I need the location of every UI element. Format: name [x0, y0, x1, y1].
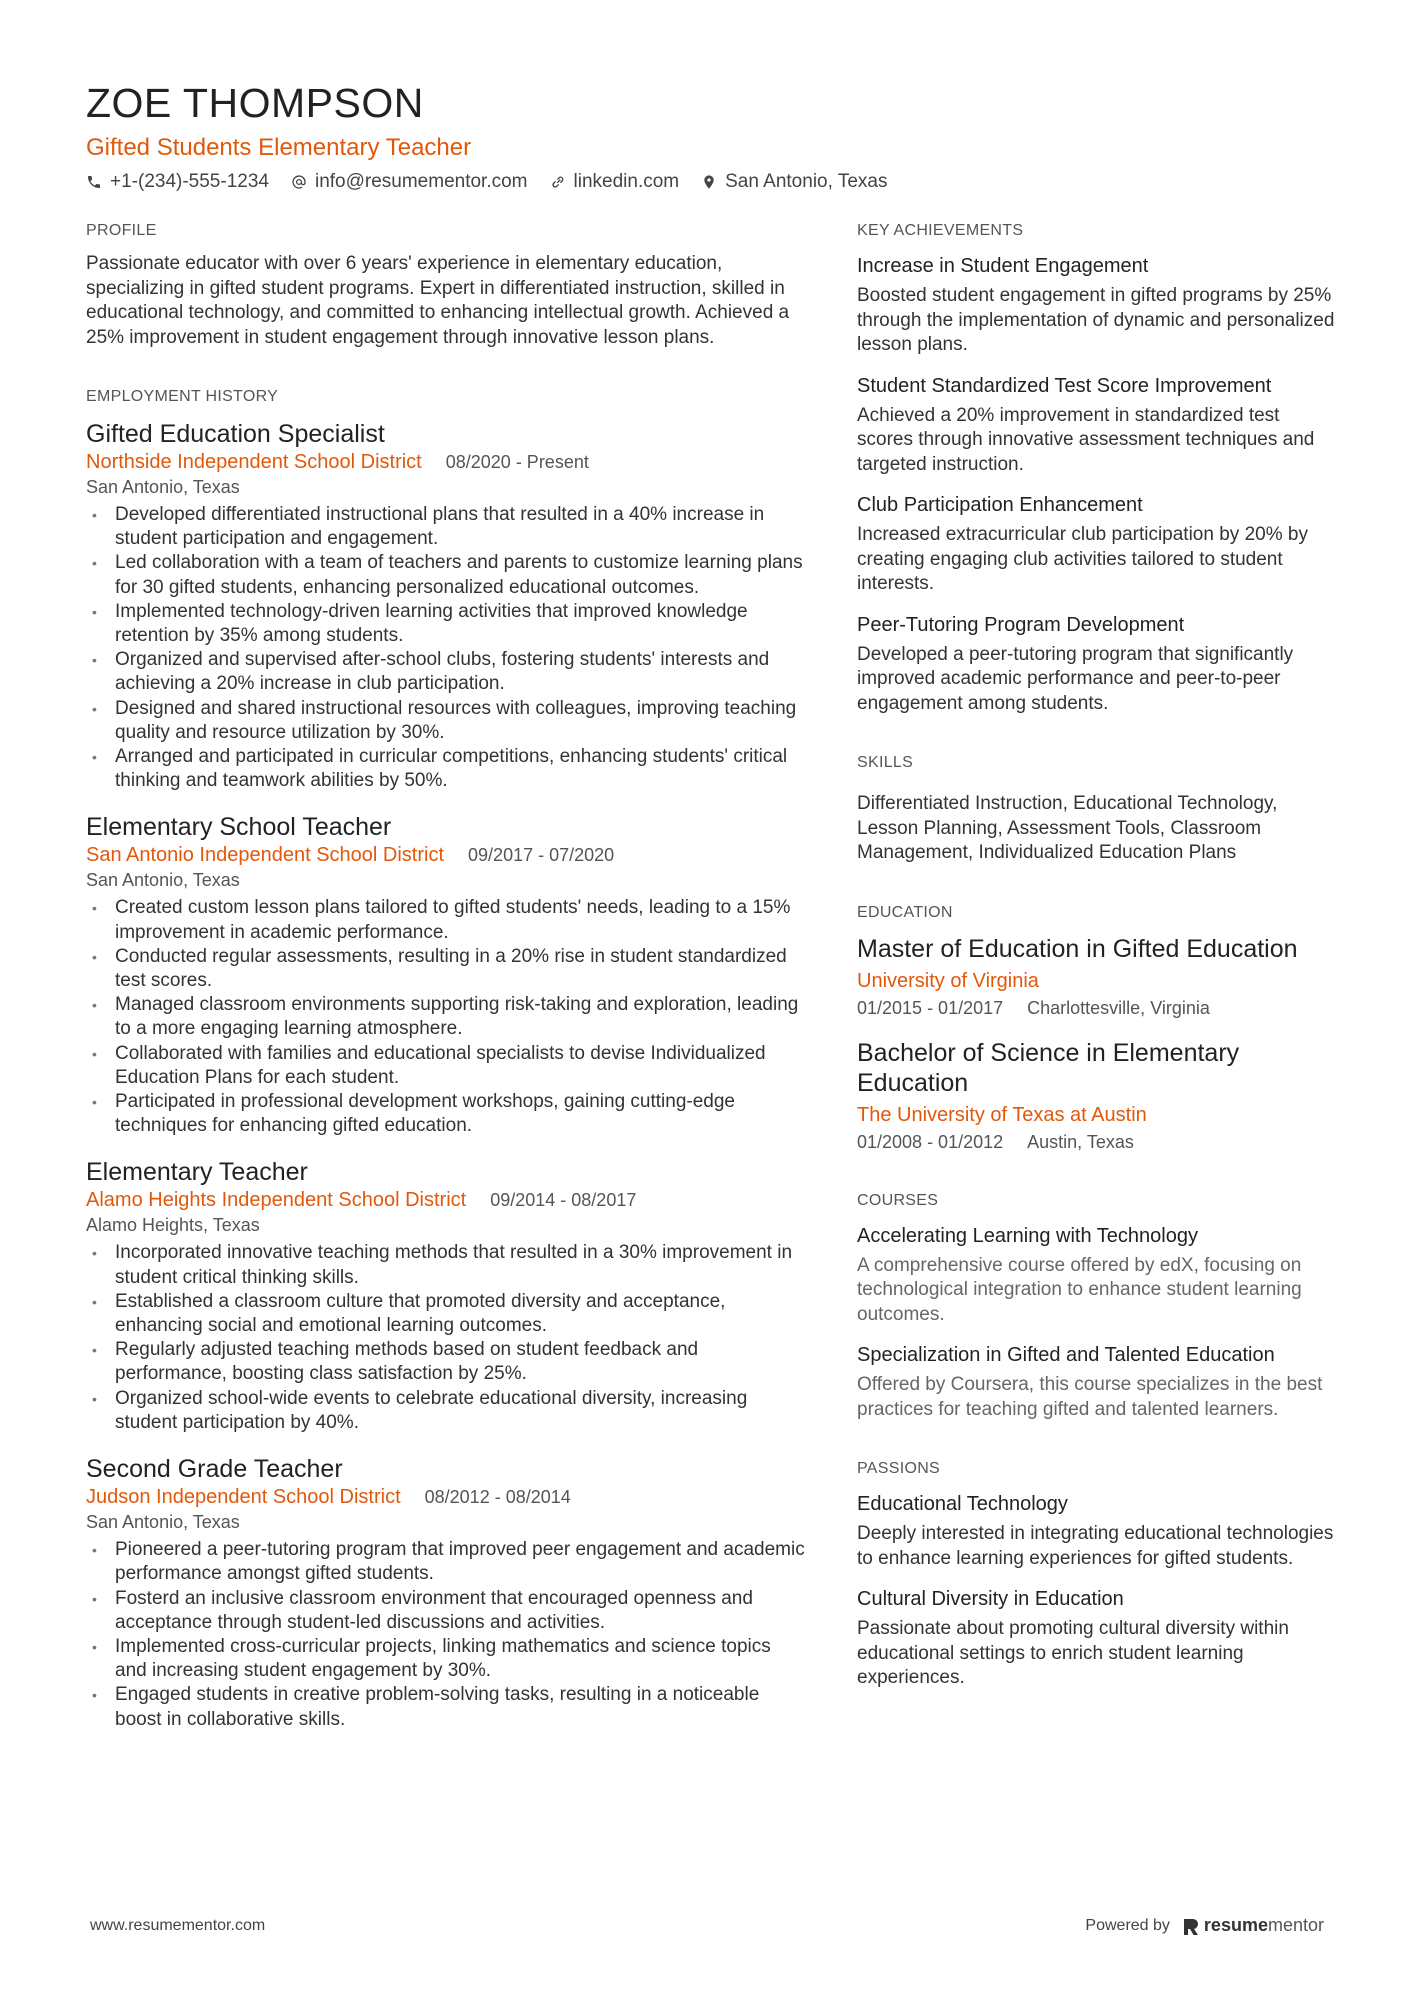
education-location: Austin, Texas [1027, 1131, 1134, 1152]
achievement-item [857, 372, 1337, 478]
job-dates: 08/2020 - Present [445, 452, 589, 472]
right-column [857, 220, 1337, 1691]
candidate-title: Gifted Students Elementary Teacher [86, 134, 472, 161]
job-entry [86, 1156, 806, 1435]
passion-description: Passionate about promoting cultural diversity within educational settings to enrich student learning experiences. [857, 1618, 1289, 1688]
passion-item [857, 1585, 1337, 1691]
education-item [857, 1038, 1337, 1154]
job-role: Second Grade Teacher [86, 1455, 343, 1484]
location-pin-icon [701, 174, 717, 190]
passion-title: Cultural Diversity in Education [857, 1588, 1124, 1610]
course-title: Accelerating Learning with Technology [857, 1224, 1198, 1247]
job-bullets [86, 1241, 806, 1435]
job-bullet: • Conducted regular assessments, resulting in a 20% rise in student standardized test scores. [86, 945, 806, 993]
job-employer: Northside Independent School District [86, 451, 422, 473]
education-dates: 01/2015 - 01/2017 [857, 997, 1004, 1018]
profile-section [86, 220, 806, 350]
job-bullet: • Collaborated with families and educational specialists to devise Individualized Education Plans for each student. [86, 1042, 806, 1090]
job-bullet: • Organized school-wide events to celebrate educational diversity, increasing student participation by 40%. [86, 1387, 806, 1435]
contact-bar [86, 168, 1326, 196]
job-dates: 08/2012 - 08/2014 [424, 1487, 571, 1508]
job-role: Elementary Teacher [86, 1158, 308, 1187]
candidate-name: ZOE THOMPSON [86, 80, 424, 126]
job-meta [86, 843, 806, 867]
job-bullet: • Arranged and participated in curricular competitions, enhancing students' critical thinking and teamwork abilities by 50%. [86, 745, 806, 793]
achievement-title: Student Standardized Test Score Improvement [857, 374, 1272, 397]
courses-section [857, 1190, 1337, 1423]
job-entry [86, 811, 806, 1138]
job-bullets [86, 503, 806, 793]
link-icon [550, 174, 566, 190]
achievements-section [857, 220, 1337, 716]
job-bullet: • Created custom lesson plans tailored to gifted students' needs, leading to a 15% improvement in academic performance. [86, 896, 806, 944]
job-meta [86, 450, 806, 474]
job-bullet: • Organized and supervised after-school clubs, fostering students' interests and achieving a 20% increase in club participation. [86, 648, 806, 696]
achievement-description: Boosted student engagement in gifted programs by 25% through the implementation of dynamic and personalized lesson plans. [857, 285, 1335, 355]
resume-header [86, 78, 1326, 196]
profile-summary: Passionate educator with over 6 years' experience in elementary education, specializing in gifted student programs. Expert in differentiated instruction, skilled in educational technology, and committed to enhancing intellectual growth. Achieved a 25% improvement in student engagement through innovative lesson plans. [86, 253, 790, 348]
job-entry [86, 1453, 806, 1732]
education-meta [857, 1130, 1337, 1154]
achievement-title: Club Participation Enhancement [857, 494, 1143, 516]
job-meta [86, 1188, 806, 1212]
job-location: San Antonio, Texas [86, 1512, 240, 1533]
course-list [857, 1222, 1337, 1423]
job-bullet: • Led collaboration with a team of teachers and parents to customize learning plans for 30 gifted students, enhancing personalized educational outcomes. [86, 551, 806, 599]
job-employer: Judson Independent School District [86, 1486, 401, 1509]
employment-section [86, 386, 806, 1732]
resumementor-logo-icon [1184, 1917, 1198, 1935]
education-school: The University of Texas at Austin [857, 1103, 1147, 1126]
education-meta [857, 996, 1337, 1020]
passion-item [857, 1490, 1337, 1571]
job-location: San Antonio, Texas [86, 477, 240, 497]
section-heading-passions: PASSIONS [857, 1460, 941, 1477]
education-item [857, 934, 1337, 1020]
achievement-title: Peer-Tutoring Program Development [857, 613, 1185, 636]
course-item [857, 1341, 1337, 1422]
brand-name-light: mentor [1267, 1915, 1324, 1935]
job-bullet: • Fosterd an inclusive classroom environment that encouraged openness and acceptance through student-led discussions and activities. [86, 1587, 806, 1635]
education-degree: Bachelor of Science in Elementary Education [857, 1038, 1240, 1097]
powered-by-label: Powered by [1085, 1916, 1170, 1934]
section-heading-profile: PROFILE [86, 222, 157, 239]
course-title: Specialization in Gifted and Talented Education [857, 1344, 1275, 1366]
left-column [86, 220, 806, 1732]
job-dates: 09/2014 - 08/2017 [490, 1190, 637, 1211]
phone-icon [86, 174, 102, 190]
job-bullet: • Developed differentiated instructional plans that resulted in a 40% increase in student participation and engagement. [86, 503, 806, 551]
at-icon [291, 174, 307, 190]
course-item [857, 1222, 1337, 1328]
education-dates: 01/2008 - 01/2012 [857, 1131, 1004, 1152]
footer-website-link[interactable]: www.resumementor.com [90, 1916, 266, 1934]
email-text: info@resumementor.com [314, 171, 528, 192]
job-employer: San Antonio Independent School District [86, 844, 445, 867]
section-heading-courses: COURSES [857, 1191, 939, 1209]
contact-email[interactable] [291, 168, 528, 196]
linkedin-text: linkedin.com [573, 171, 680, 192]
course-description: A comprehensive course offered by edX, focusing on technological integration to enhance student learning outcomes. [857, 1254, 1302, 1325]
phone-text: +1-(234)-555-1234 [110, 171, 269, 192]
achievement-list [857, 252, 1337, 716]
section-heading-employment: EMPLOYMENT HISTORY [86, 388, 279, 405]
passion-title: Educational Technology [857, 1493, 1068, 1515]
education-section [857, 902, 1337, 1154]
achievement-item [857, 611, 1337, 717]
job-bullets [86, 896, 806, 1138]
job-dates: 09/2017 - 07/2020 [468, 845, 615, 866]
passions-section [857, 1458, 1337, 1691]
course-description: Offered by Coursera, this course specializes in the best practices for teaching gifted and talented learners. [857, 1374, 1323, 1420]
education-location: Charlottesville, Virginia [1027, 997, 1210, 1018]
contact-location [701, 168, 887, 196]
job-location: Alamo Heights, Texas [86, 1215, 260, 1236]
achievement-item [857, 491, 1337, 597]
brand-logo[interactable] [1184, 1915, 1324, 1936]
job-role: Elementary School Teacher [86, 813, 392, 842]
job-bullet: • Incorporated innovative teaching methods that resulted in a 30% improvement in student critical thinking skills. [86, 1241, 806, 1289]
job-bullet: • Implemented technology-driven learning activities that improved knowledge retention by 35% among students. [86, 600, 806, 648]
education-list [857, 934, 1337, 1154]
achievement-description: Increased extracurricular club participation by 20% by creating engaging club activities tailored to student interests. [857, 524, 1308, 594]
job-bullet: • Managed classroom environments supporting risk-taking and exploration, leading to a more engaging learning atmosphere. [86, 993, 806, 1041]
section-heading-achievements: KEY ACHIEVEMENTS [857, 222, 1024, 239]
contact-linkedin[interactable] [550, 168, 680, 196]
job-bullet: • Pioneered a peer-tutoring program that improved peer engagement and academic performance amongst gifted students. [86, 1538, 806, 1586]
achievement-title: Increase in Student Engagement [857, 255, 1149, 277]
job-meta [86, 1485, 806, 1509]
job-bullet: • Established a classroom culture that promoted diversity and acceptance, enhancing social and emotional learning outcomes. [86, 1290, 806, 1338]
job-bullets [86, 1538, 806, 1732]
skills-section [857, 752, 1337, 866]
education-school: University of Virginia [857, 969, 1039, 992]
achievement-item [857, 252, 1337, 358]
powered-by [1085, 1915, 1324, 1936]
location-text: San Antonio, Texas [725, 171, 888, 192]
education-degree: Master of Education in Gifted Education [857, 934, 1298, 963]
brand-name-bold: resume [1203, 1915, 1268, 1935]
passion-list [857, 1490, 1337, 1691]
section-heading-education: EDUCATION [857, 903, 953, 921]
job-role: Gifted Education Specialist [86, 420, 385, 448]
contact-phone[interactable] [86, 168, 269, 196]
job-bullet: • Engaged students in creative problem-solving tasks, resulting in a noticeable boost in collaborative skills. [86, 1683, 806, 1731]
achievement-description: Achieved a 20% improvement in standardized test scores through innovative assessment techniques and targeted instruction. [857, 404, 1315, 475]
job-bullet: • Designed and shared instructional resources with colleagues, improving teaching quality and resource utilization by 30%. [86, 697, 806, 745]
job-location: San Antonio, Texas [86, 870, 240, 891]
passion-description: Deeply interested in integrating educational technologies to enhance learning experiences for gifted students. [857, 1523, 1334, 1569]
job-bullet: • Implemented cross-curricular projects, linking mathematics and science topics and increasing student engagement by 30%. [86, 1635, 806, 1683]
skills-text: Differentiated Instruction, Educational Technology, Lesson Planning, Assessment Tools, Classroom Management, Individualized Education Plans [857, 793, 1278, 863]
section-heading-skills: SKILLS [857, 754, 914, 771]
achievement-description: Developed a peer-tutoring program that significantly improved academic performance and peer-to-peer engagement among students. [857, 643, 1294, 714]
job-bullet: • Participated in professional development workshops, gaining cutting-edge techniques for enhancing gifted education. [86, 1090, 806, 1138]
page-footer [90, 1915, 1324, 1936]
job-entry [86, 418, 806, 793]
job-bullet: • Regularly adjusted teaching methods based on student feedback and performance, boosting class satisfaction by 25%. [86, 1338, 806, 1386]
job-employer: Alamo Heights Independent School District [86, 1189, 467, 1212]
job-list [86, 418, 806, 1732]
